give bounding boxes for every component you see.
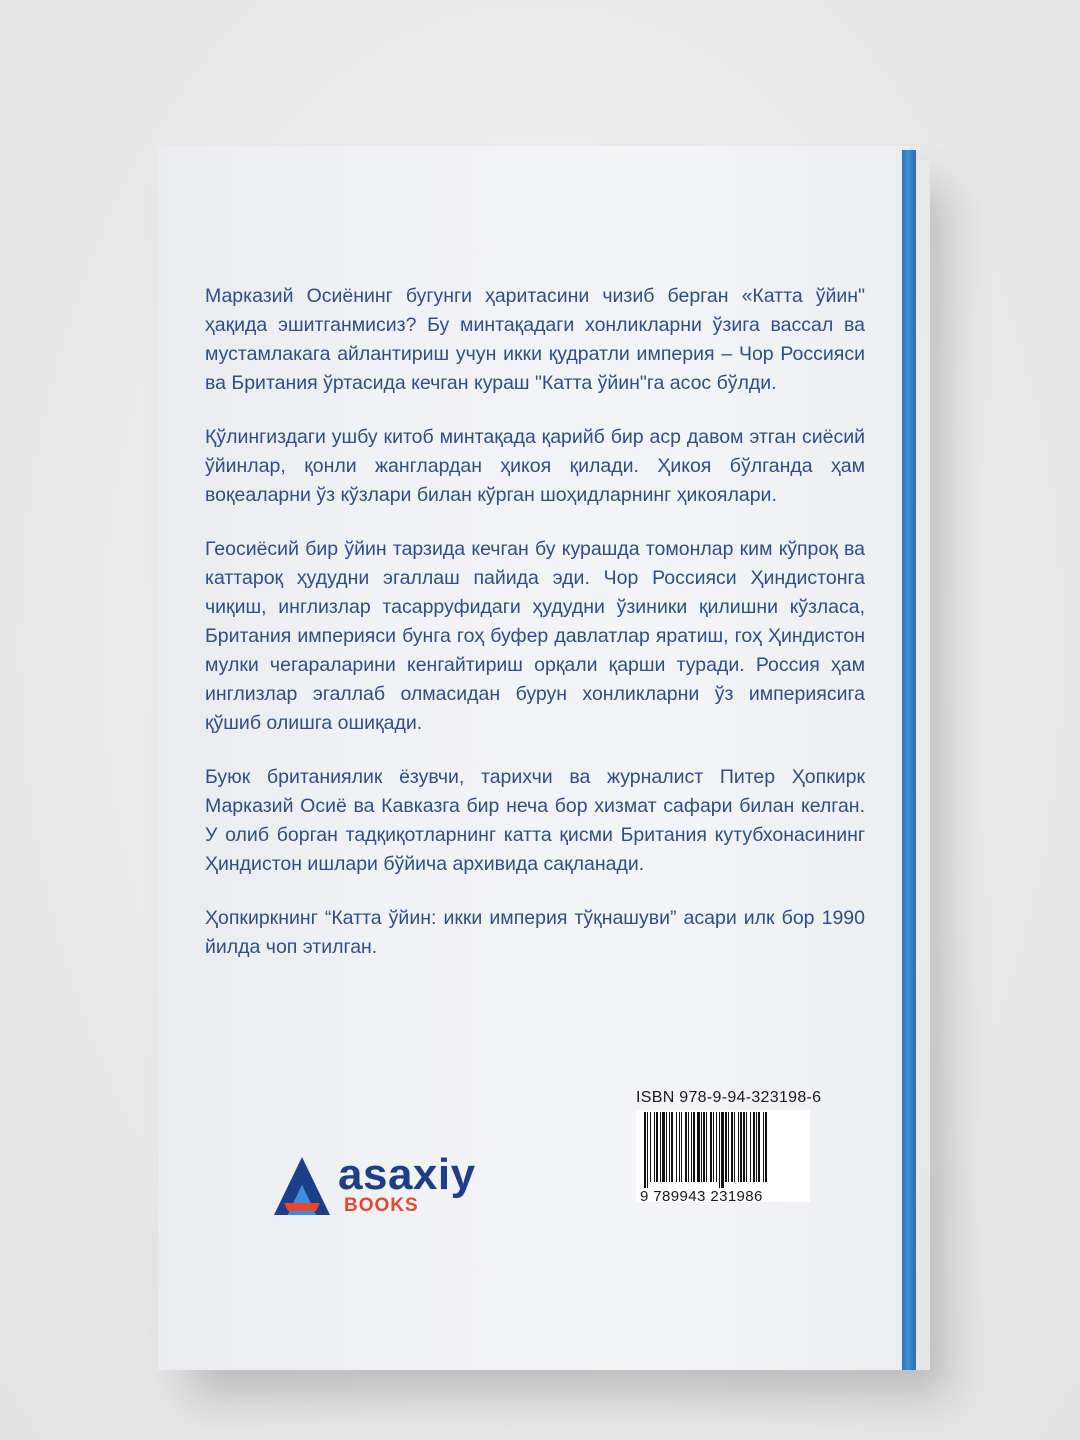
- barcode-bar: [753, 1112, 755, 1182]
- barcode-bar: [756, 1112, 757, 1182]
- barcode-bar: [721, 1112, 724, 1188]
- barcode-bar: [716, 1112, 717, 1182]
- barcode-bar: [746, 1112, 747, 1182]
- barcode-bar: [765, 1112, 767, 1182]
- barcode-bar: [650, 1112, 651, 1182]
- paragraph-5: Ҳопкиркнинг “Катта ўйин: икки империя тўқнашуви” асари илк бор 1990 йилда чоп этилган.: [205, 907, 865, 958]
- barcode-bar: [656, 1112, 658, 1182]
- barcode-bar: [681, 1112, 682, 1182]
- barcode-bar: [647, 1112, 648, 1188]
- barcode-bar: [731, 1112, 733, 1182]
- barcode-bar: [703, 1112, 705, 1182]
- barcode-bar: [738, 1112, 739, 1182]
- barcode-bar: [763, 1112, 764, 1182]
- barcode-bar: [701, 1112, 702, 1182]
- isbn-label: ISBN 978-9-94-323198-6: [636, 1089, 822, 1106]
- asaxiy-a-logo-icon: [272, 1155, 332, 1217]
- barcode-bar: [713, 1112, 714, 1182]
- barcode-bar: [743, 1112, 745, 1182]
- paragraph-3: Геосиёсий бир ўйин тарзида кечган бу курашда томонлар ким кўпроқ ва каттароқ ҳудудни эгаллаш пайида эди. Чор Россияси Ҳиндистонга чиқиш, инглизлар тасарруфидаги ҳудудни ўзиники қилишни кўзласа, Британия империяси бунга гоҳ буфер давлатлар яратиш, гоҳ Ҳиндистон мулки чегараларини кенгайтириш орқали қарши туради. Россия ҳам инглизлар эгаллаб олмасидан бурун хонликларни ўз империясига қўшиб олишга ошиқади.: [205, 538, 865, 734]
- barcode-bar: [676, 1112, 677, 1182]
- barcode-bar: [660, 1112, 661, 1182]
- publisher-name: asaxiy: [338, 1150, 476, 1199]
- barcode-bar: [669, 1112, 670, 1182]
- barcode-bar: [706, 1112, 707, 1182]
- barcode-bar: [671, 1112, 673, 1182]
- barcode-bar: [688, 1112, 689, 1182]
- barcode-bar: [758, 1112, 760, 1182]
- barcode-bar: [679, 1112, 680, 1182]
- publisher-sub: BOOKS: [344, 1195, 419, 1216]
- paragraph-4: Буюк британиялик ёзувчи, тарихчи ва журналист Питер Ҳопкирк Марказий Осиё ва Кавказга бир неча бор хизмат сафари билан келган. У олиб борган тадқиқотларнинг катта қисми Британия кутубхонасининг Ҳиндистон ишлари бўйича архивида сақланади.: [205, 766, 865, 875]
- barcode-bar: [719, 1112, 720, 1188]
- barcode-bar: [725, 1112, 727, 1182]
- barcode-bar: [662, 1112, 665, 1182]
- back-cover-text: [205, 282, 865, 987]
- barcode-bar: [728, 1112, 729, 1182]
- barcode-bar: [644, 1112, 646, 1188]
- barcode-bar: [666, 1112, 667, 1182]
- barcode-digits: 9 789943 231986: [640, 1188, 763, 1205]
- barcode-bar: [750, 1112, 751, 1182]
- barcode-bar: [691, 1112, 692, 1182]
- paragraph-2: Қўлингиздаги ушбу китоб минтақада қарийб бир аср давом этган сиёсий ўйинлар, қонли жанглардан ҳикоя қилади. Ҳикоя бўлганда ҳам воқеаларни ўз кўзлари билан кўрган шоҳидларнинг ҳикоялари.: [205, 426, 865, 506]
- barcode-bar: [654, 1112, 655, 1182]
- publisher-logo: [272, 1150, 512, 1225]
- paragraph-1: Марказий Осиёнинг бугунги ҳаритасини чизиб берган «Катта ўйин" ҳақида эшитганмисиз? Бу минтақадаги хонликларни ўзига вассал ва мустамлакага айлантириш учун икки қудратли империя – Чор Россияси ва Британия ўртасида кечган кураш "Катта ўйин"га асос бўлди.: [205, 285, 865, 394]
- barcode-bar: [693, 1112, 695, 1182]
- barcode-bar: [740, 1112, 742, 1182]
- barcode-bar: [710, 1112, 712, 1182]
- barcode-bar: [697, 1112, 700, 1182]
- barcode-bars: [644, 1112, 802, 1188]
- book-spine-edge: [902, 150, 916, 1370]
- barcode-bar: [685, 1112, 687, 1182]
- barcode-bar: [734, 1112, 735, 1182]
